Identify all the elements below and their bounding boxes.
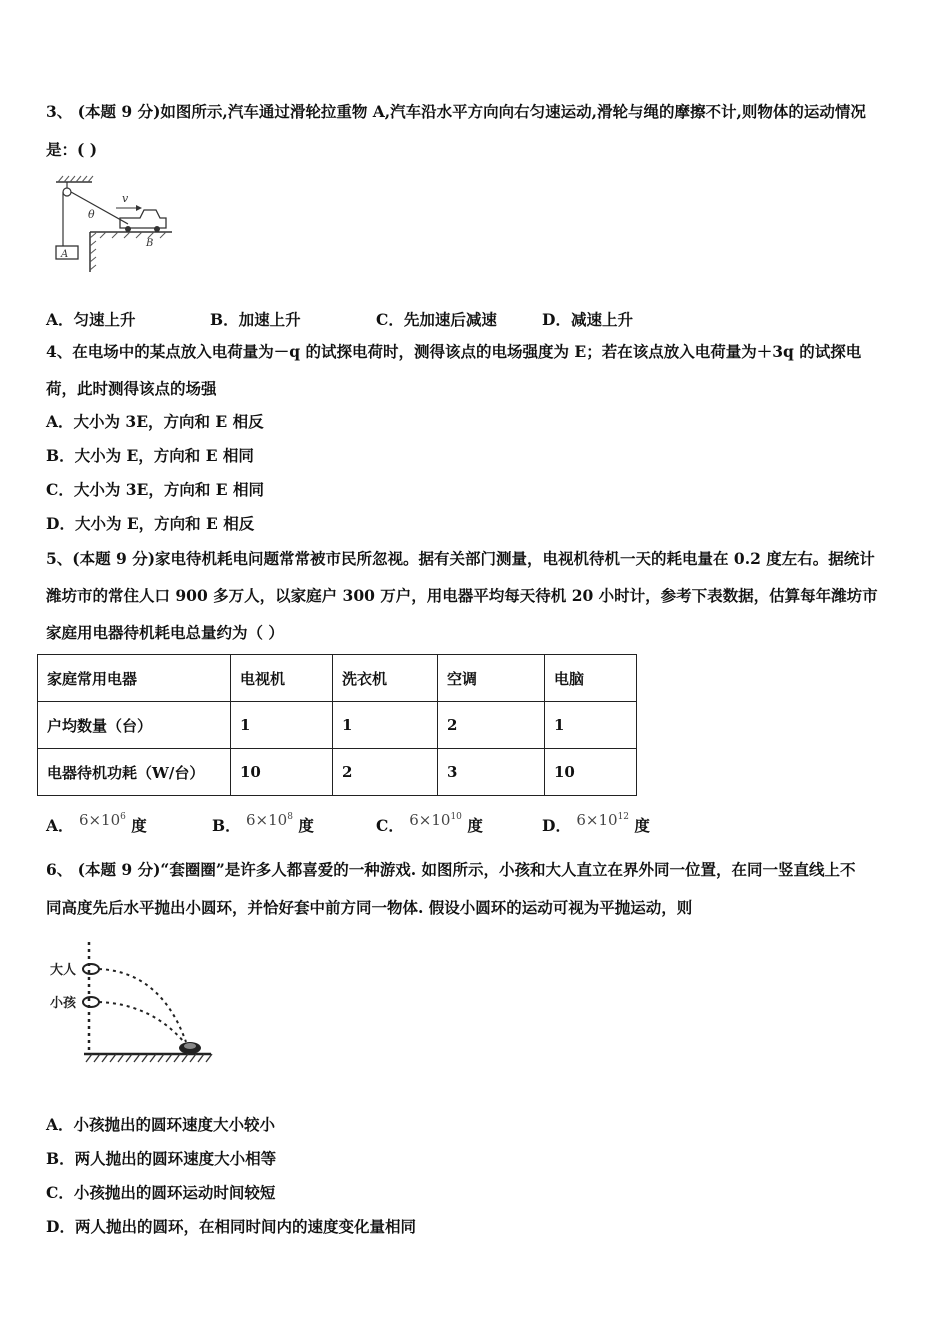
q3-pulley-car-figure — [50, 172, 180, 274]
sci-base: $6\times 10^8$ — [246, 811, 293, 829]
q6-stem-line2: 同高度先后水平抛出小圆环，并恰好套中前方同一物体. 假设小圆环的运动可视为平抛运动，则 — [46, 898, 693, 917]
sci-exponent: 6 — [120, 812, 126, 822]
sci-exponent: 10 — [450, 812, 462, 822]
table-header-cell: 空调 — [438, 655, 545, 702]
child-trajectory — [99, 1002, 184, 1042]
option-letter: B． — [212, 816, 241, 835]
q5-stem-line3: 家庭用电器待机耗电总量约为（ ） — [46, 623, 284, 642]
table-header-cell: 电视机 — [231, 655, 333, 702]
q4-option-a[interactable]: A．大小为 3E，方向和 E 相反 — [46, 412, 264, 431]
velocity-arrow-icon — [136, 205, 142, 211]
table-cell: 2 — [333, 749, 438, 796]
sci-base: $6\times 10^{10}$ — [409, 811, 462, 829]
table-header-row — [38, 655, 637, 702]
q3-stem-line2: 是：( ) — [46, 140, 98, 159]
q3-option-a[interactable]: A．匀速上升 — [46, 310, 136, 329]
table-cell: 户均数量（台） — [38, 702, 231, 749]
table-cell: 1 — [333, 702, 438, 749]
child-label: 小孩 — [50, 996, 77, 1011]
point-b-label: B — [146, 238, 154, 249]
adult-ring-icon — [83, 964, 99, 974]
child-ring-icon — [83, 997, 99, 1007]
q6-option-c[interactable]: C．小孩抛出的圆环运动时间较短 — [46, 1183, 276, 1202]
table-header-cell: 家庭常用电器 — [38, 655, 231, 702]
car-shape — [120, 210, 166, 228]
table-row — [38, 749, 637, 796]
adult-trajectory — [99, 969, 186, 1042]
q3-option-d[interactable]: D．减速上升 — [542, 310, 633, 329]
q4-stem-line2: 荷，此时测得该点的场强 — [46, 379, 217, 398]
table-cell: 10 — [545, 749, 637, 796]
q4-option-d[interactable]: D．大小为 E，方向和 E 相反 — [46, 514, 255, 533]
velocity-label: v — [122, 192, 129, 205]
table-cell: 10 — [231, 749, 333, 796]
option-letter: D． — [542, 816, 571, 835]
q3-option-b[interactable]: B．加速上升 — [210, 310, 301, 329]
theta-label: θ — [88, 208, 95, 221]
adult-label: 大人 — [50, 963, 77, 978]
option-letter: C． — [376, 816, 404, 835]
table-header-cell: 洗衣机 — [333, 655, 438, 702]
sci-exponent: 8 — [287, 812, 293, 822]
appliance-standby-table — [37, 654, 637, 796]
q6-option-a[interactable]: A．小孩抛出的圆环速度大小较小 — [46, 1115, 276, 1134]
q6-ring-toss-figure — [46, 940, 216, 1075]
q5-stem-line2: 潍坊市的常住人口 900 多万人，以家庭户 300 万户，用电器平均每天待机 20 小时计，参考下表数据，估算每年潍坊市 — [46, 586, 878, 605]
q3-stem-line1: 3、 (本题 9 分)如图所示,汽车通过滑轮拉重物 A,汽车沿水平方向向右匀速运动,滑轮与绳的摩擦不计,则物体的运动情况 — [46, 102, 866, 121]
table-cell: 3 — [438, 749, 545, 796]
q6-option-b[interactable]: B．两人抛出的圆环速度大小相等 — [46, 1149, 277, 1168]
sci-base: $6\times 10^6$ — [78, 811, 126, 829]
table-cell: 2 — [438, 702, 545, 749]
q6-option-d[interactable]: D．两人抛出的圆环，在相同时间内的速度变化量相同 — [46, 1217, 416, 1236]
q5-stem-line1: 5、(本题 9 分)家电待机耗电问题常常被市民所忽视。据有关部门测量，电视机待机一天的耗电量在 0.2 度左右。据统计 — [46, 549, 875, 568]
unit-label: 度 — [298, 816, 314, 835]
q4-option-c[interactable]: C．大小为 3E，方向和 E 相同 — [46, 480, 264, 499]
table-cell: 1 — [545, 702, 637, 749]
table-header-cell: 电脑 — [545, 655, 637, 702]
sci-base: $6\times 10^{12}$ — [576, 811, 630, 829]
q5-option-a[interactable] — [46, 811, 147, 836]
option-letter: A． — [46, 816, 74, 835]
q6-stem-line1: 6、 (本题 9 分)“套圈圈”是许多人都喜爱的一种游戏. 如图所示，小孩和大人直立在界外同一位置，在同一竖直线上不 — [46, 860, 856, 879]
q5-option-d[interactable] — [542, 811, 650, 836]
unit-label: 度 — [131, 816, 147, 835]
unit-label: 度 — [634, 816, 650, 835]
table-cell: 电器待机功耗（W/台） — [38, 749, 231, 796]
q4-stem-line1: 4、在电场中的某点放入电荷量为－q 的试探电荷时，测得该点的电场强度为 E；若在该点放入电荷量为＋3q 的试探电 — [46, 342, 862, 361]
block-a-label: A — [61, 249, 69, 260]
table-cell: 1 — [231, 702, 333, 749]
q5-option-c[interactable] — [376, 811, 483, 836]
q4-option-b[interactable]: B．大小为 E，方向和 E 相同 — [46, 446, 254, 465]
q3-option-c[interactable]: C．先加速后减速 — [376, 310, 497, 329]
q5-option-b[interactable] — [212, 811, 314, 836]
pulley-icon — [63, 188, 71, 196]
table-row — [38, 702, 637, 749]
sci-exponent: 12 — [617, 812, 630, 822]
unit-label: 度 — [467, 816, 483, 835]
